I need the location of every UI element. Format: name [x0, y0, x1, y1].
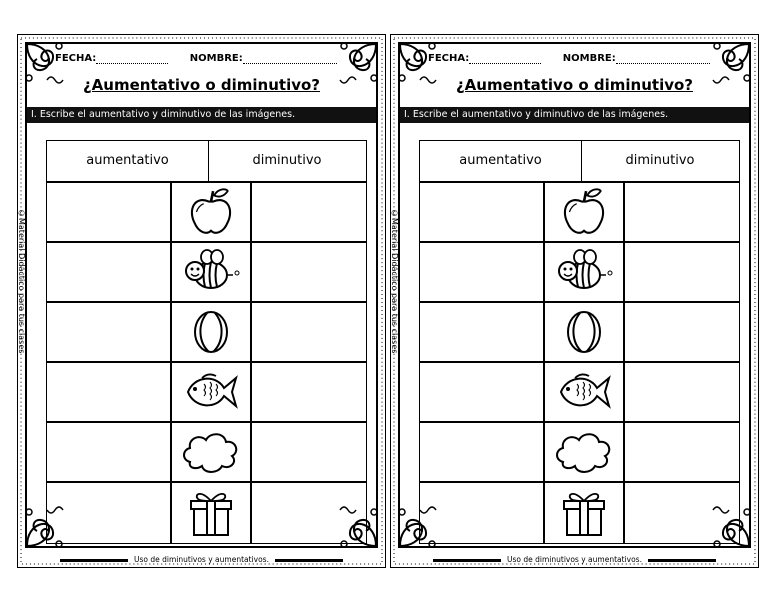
side-credit: ©Material Didáctico para tus clases: [390, 209, 399, 354]
fecha-label: FECHA:: [55, 53, 97, 64]
apple-icon: [545, 182, 623, 242]
instruction-bar: I. Escribe el aumentativo y diminutivo de las imágenes.: [27, 107, 376, 123]
fecha-blank[interactable]: [96, 63, 168, 64]
nombre-label: NOMBRE:: [562, 53, 616, 64]
nombre-blank[interactable]: [616, 63, 710, 64]
ball-icon: [545, 302, 623, 362]
gift-icon: [545, 482, 623, 542]
nombre-blank[interactable]: [243, 63, 337, 64]
apple-icon: [172, 182, 250, 242]
fish-icon: [172, 362, 250, 422]
page-title: ¿Aumentativo o diminutivo?: [82, 76, 320, 94]
bee-icon: [172, 242, 250, 302]
footer: [18, 555, 385, 564]
cloud-icon: [172, 422, 250, 482]
header-fields: [428, 53, 719, 67]
fecha-label: FECHA:: [428, 53, 470, 64]
column-header-diminutivo: diminutivo: [625, 153, 695, 168]
header-fields: [55, 53, 346, 67]
column-header-aumentativo: aumentativo: [47, 141, 209, 181]
side-credit: ©Material Didáctico para tus clases: [17, 209, 26, 354]
answer-table: [419, 140, 740, 544]
column-divider: [250, 181, 252, 543]
bee-icon: [545, 242, 623, 302]
page-title: ¿Aumentativo o diminutivo?: [455, 76, 693, 94]
answer-table: [46, 140, 367, 544]
worksheet-right: [390, 34, 759, 568]
instruction-bar: I. Escribe el aumentativo y diminutivo de las imágenes.: [400, 107, 749, 123]
nombre-label: NOMBRE:: [189, 53, 243, 64]
inner-frame: [17, 42, 378, 548]
footer: [391, 555, 758, 564]
footer-text: Uso de diminutivos y aumentativos.: [134, 555, 269, 564]
inner-frame: [390, 42, 751, 548]
footer-text: Uso de diminutivos y aumentativos.: [507, 555, 642, 564]
ball-icon: [172, 302, 250, 362]
cloud-icon: [545, 422, 623, 482]
fecha-blank[interactable]: [469, 63, 541, 64]
column-divider: [623, 181, 625, 543]
column-header-diminutivo: diminutivo: [252, 153, 322, 168]
gift-icon: [172, 482, 250, 542]
worksheet-left: [17, 34, 386, 568]
fish-icon: [545, 362, 623, 422]
column-header-aumentativo: aumentativo: [420, 141, 582, 181]
